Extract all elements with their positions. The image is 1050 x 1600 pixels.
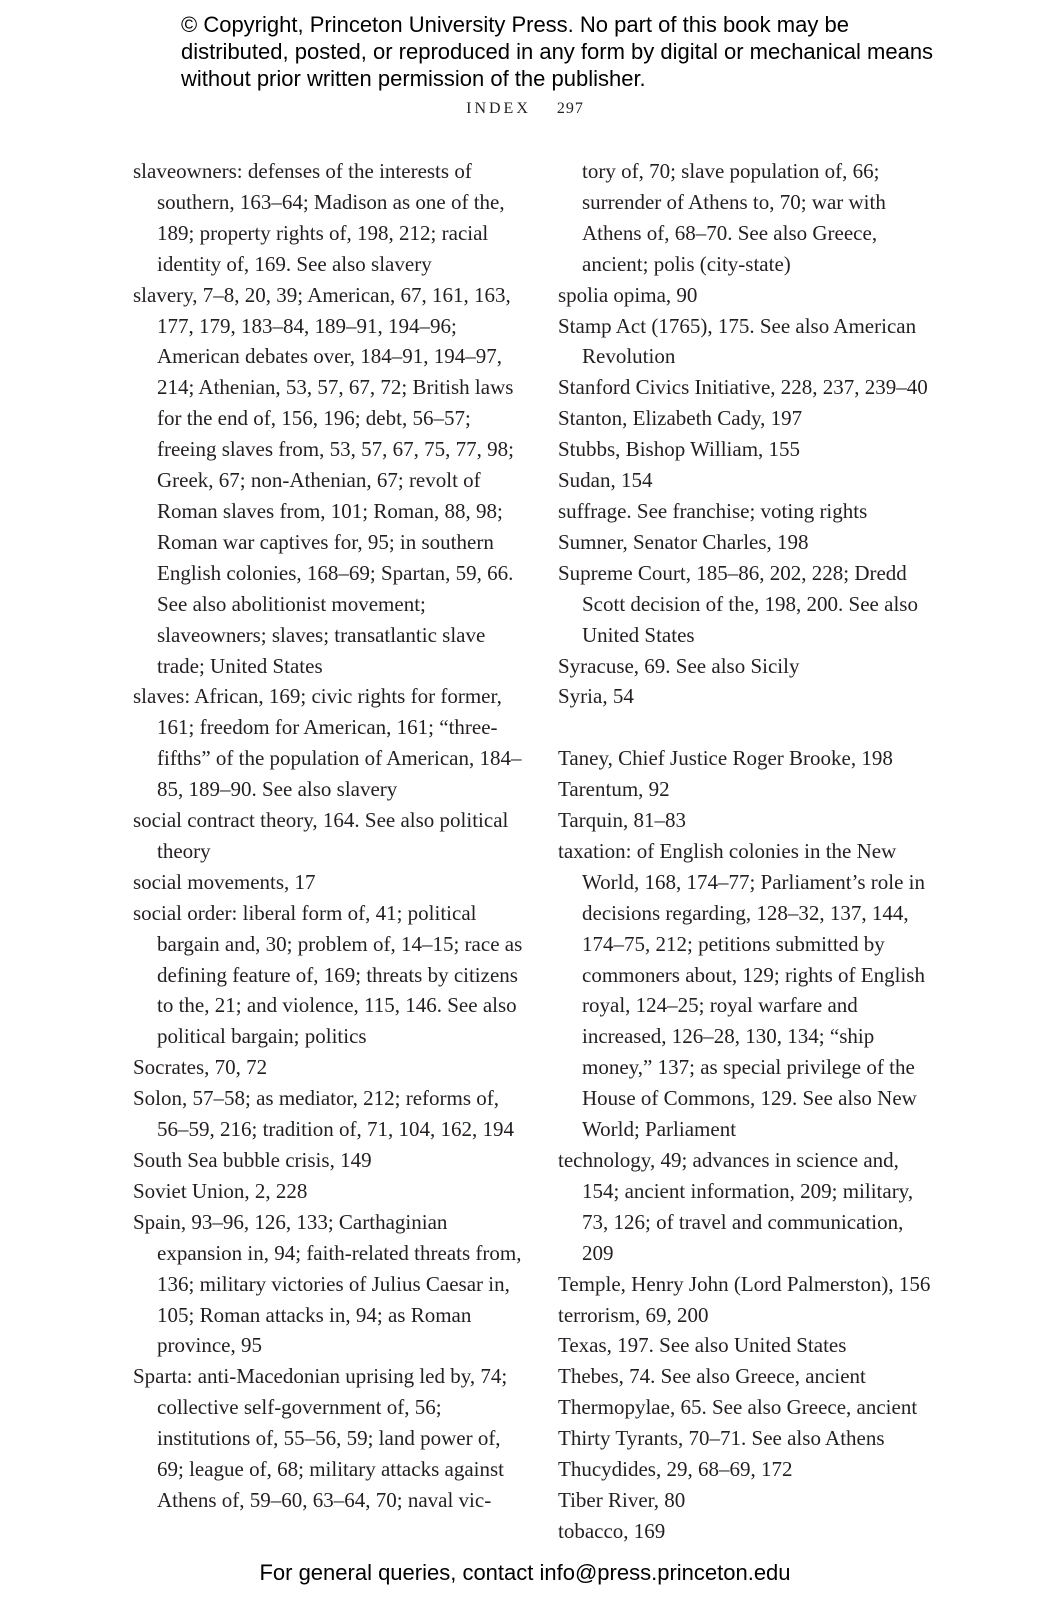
index-entry: Sumner, Senator Charles, 198	[558, 529, 809, 554]
index-entry: Stamp Act (1765), 175. See also American Revolution	[558, 313, 917, 369]
index-entry: Temple, Henry John (Lord Palmerston), 156	[558, 1271, 931, 1296]
index-entry: slaveowners: defenses of the interests of southern, 163–64; Madison as one of the, 189; property rights of, 198, 212; racial identity of, 169. See also slavery	[133, 159, 505, 276]
index-entry: terrorism, 69, 200	[558, 1302, 709, 1327]
index-entry: Thirty Tyrants, 70–71. See also Athens	[558, 1426, 885, 1451]
index-entry: Sudan, 154	[558, 468, 653, 493]
index-entry: Thucydides, 29, 68–69, 172	[558, 1457, 793, 1482]
index-entry: tobacco, 169	[558, 1518, 666, 1543]
running-head	[0, 100, 1050, 118]
index-entry: Stanford Civics Initiative, 228, 237, 239–40	[558, 375, 928, 400]
index-entry: Spain, 93–96, 126, 133; Carthaginian expansion in, 94; faith-related threats from, 136; military victories of Julius Caesar in, 105; Roman attacks in, 94; as Roman province, 95	[133, 1209, 522, 1358]
index-entry: social order: liberal form of, 41; political bargain and, 30; problem of, 14–15; race as defining feature of, 169; threats by citizens to the, 21; and violence, 115, 146. See also political bargain; politics	[133, 900, 523, 1049]
index-entry: social contract theory, 164. See also political theory	[133, 808, 509, 863]
index-entry: slaves: African, 169; civic rights for former, 161; freedom for American, 161; “three-fifths” of the population of American, 184–85, 189–90. See also slavery	[133, 684, 522, 802]
index-entry: Thebes, 74. See also Greece, ancient	[558, 1364, 866, 1389]
index-entry: Socrates, 70, 72	[133, 1055, 268, 1080]
index-entry: suffrage. See franchise; voting rights	[558, 498, 868, 523]
letter-group-spacer	[558, 712, 938, 743]
index-entry: South Sea bubble crisis, 149	[133, 1148, 372, 1172]
index-entry: technology, 49; advances in science and, 154; ancient information, 209; military, 73, 126; of travel and communication, 209	[558, 1147, 914, 1265]
index-entry: Sparta: anti-Macedonian uprising led by, 74; collective self-government of, 56; institutions of, 55–56, 59; land power of, 69; league of, 68; military attacks against Athens of, 59–60, 63–64, 70; naval vic-	[133, 1364, 508, 1512]
contact-footer: For general queries, contact info@press.princeton.edu	[259, 1560, 791, 1585]
running-head-label: INDEX	[466, 100, 531, 117]
copyright-notice: © Copyright, Princeton University Press. No part of this book may be distributed, posted, or reproduced in any form by digital or mechanical means without prior written permission of the publisher.	[181, 12, 934, 91]
index-entry: Texas, 197. See also United States	[558, 1333, 847, 1358]
index-entry: Syria, 54	[558, 684, 634, 709]
index-entry: Stubbs, Bishop William, 155	[558, 437, 801, 462]
index-entry: taxation: of English colonies in the New World, 168, 174–77; Parliament’s role in decisions regarding, 128–32, 137, 144, 174–75, 212; petitions submitted by commoners about, 129; rights of English royal, 124–25; royal warfare and increased, 126–28, 130, 134; “ship money,” 137; as special privilege of the House of Commons, 129. See also New World; Parliament	[558, 838, 926, 1142]
index-entry: Supreme Court, 185–86, 202, 228; Dredd Scott decision of the, 198, 200. See also United States	[558, 560, 918, 647]
index-entry: social movements, 17	[133, 869, 316, 894]
index-entry: Tiber River, 80	[558, 1487, 686, 1512]
index-entry-continuation: tory of, 70; slave population of, 66; surrender of Athens to, 70; war with Athens of, 68–70. See also Greece, ancient; polis (city-state)	[582, 159, 886, 276]
index-entry: Syracuse, 69. See also Sicily	[558, 653, 800, 678]
index-entry: Taney, Chief Justice Roger Brooke, 198	[558, 746, 893, 771]
index-entry: Thermopylae, 65. See also Greece, ancient	[558, 1395, 918, 1420]
index-entry: slavery, 7–8, 20, 39; American, 67, 161, 163, 177, 179, 183–84, 189–91, 194–96; American debates over, 184–91, 194–97, 214; Athenian, 53, 57, 67, 72; British laws for the end of, 156, 196; debt, 56–57; freeing slaves from, 53, 57, 67, 75, 77, 98; Greek, 67; non-Athenian, 67; revolt of Roman slaves from, 101; Roman, 88, 98; Roman war captives for, 95; in southern English colonies, 168–69; Spartan, 59, 66. See also abolitionist movement; slaveowners; slaves; transatlantic slave trade; United States	[133, 282, 514, 678]
index-entry: Tarquin, 81–83	[558, 808, 687, 833]
index-entry: Solon, 57–58; as mediator, 212; reforms of, 56–59, 216; tradition of, 71, 104, 162, 194	[133, 1086, 514, 1142]
page-number: 297	[556, 100, 584, 117]
index-column-left	[133, 156, 523, 1516]
index-entry: Stanton, Elizabeth Cady, 197	[558, 406, 803, 431]
index-entry: Tarentum, 92	[558, 777, 670, 802]
index-entry: Soviet Union, 2, 228	[133, 1178, 308, 1203]
index-entry: spolia opima, 90	[558, 282, 698, 307]
index-column-right	[558, 156, 938, 1547]
